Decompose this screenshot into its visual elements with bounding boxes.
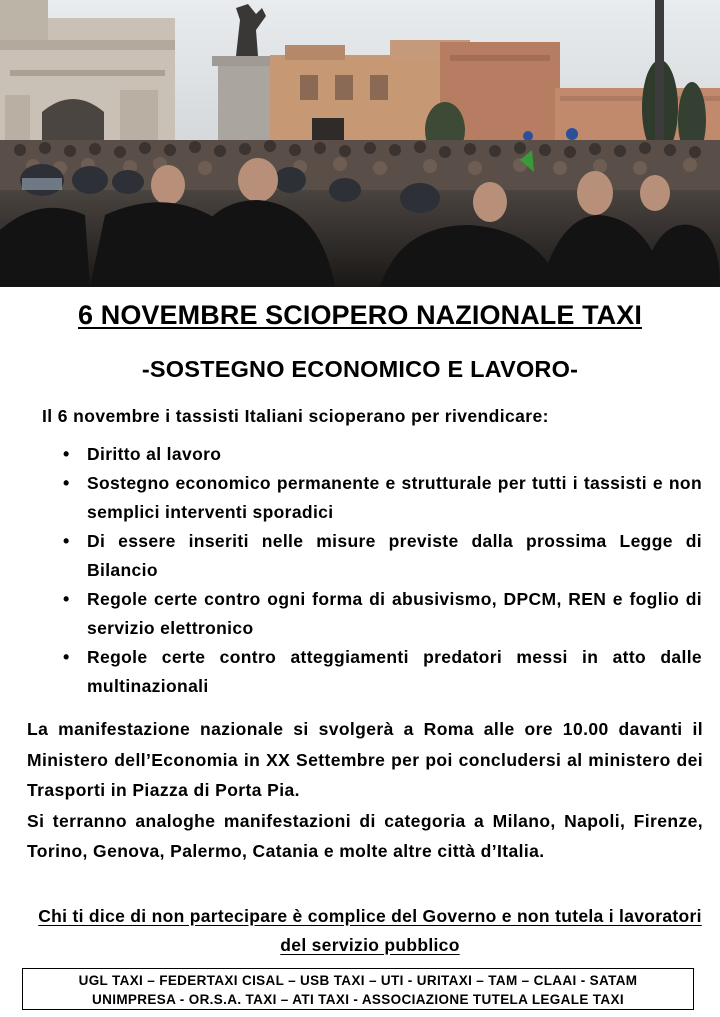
demands-list xyxy=(60,440,702,701)
list-item: • Diritto al lavoro xyxy=(60,440,702,469)
event-details xyxy=(27,714,703,867)
call-to-action: Chi ti dice di non partecipare è complice del Governo e non tutela i lavoratori del servizio pubblico xyxy=(38,906,702,955)
protest-crowd-photo xyxy=(0,0,720,287)
paragraph: Si terranno analoghe manifestazioni di categoria a Milano, Napoli, Firenze, Torino, Genova, Palermo, Catania e molte altre città d’Italia. xyxy=(27,810,703,861)
list-item: • Regole certe contro ogni forma di abusivismo, DPCM, REN e foglio di servizio elettronico xyxy=(60,585,702,643)
list-item: • Regole certe contro atteggiamenti predatori messi in atto dalle multinazionali xyxy=(60,643,702,701)
unions-line: UNIMPRESA - OR.S.A. TAXI – ATI TAXI - ASSOCIAZIONE TUTELA LEGALE TAXI xyxy=(92,992,624,1007)
list-item: • Di essere inseriti nelle misure previste dalla prossima Legge di Bilancio xyxy=(60,527,702,585)
unions-line: UGL TAXI – FEDERTAXI CISAL – USB TAXI – UTI - URITAXI – TAM – CLAAI - SATAM xyxy=(78,973,638,988)
intro-text: Il 6 novembre i tassisti Italiani scioperano per rivendicare: xyxy=(42,406,549,426)
unions-box xyxy=(22,968,694,1010)
subheadline: -SOSTEGNO ECONOMICO E LAVORO- xyxy=(141,356,579,382)
headline: 6 NOVEMBRE SCIOPERO NAZIONALE TAXI xyxy=(78,300,642,330)
paragraph: La manifestazione nazionale si svolgerà a Roma alle ore 10.00 davanti il Ministero dell’Economia in XX Settembre per poi concludersi al ministero dei Trasporti in Piazza di Porta Pia. xyxy=(27,719,703,800)
list-item: • Sostegno economico permanente e strutturale per tutti i tassisti e non semplici interventi sporadici xyxy=(60,469,702,527)
